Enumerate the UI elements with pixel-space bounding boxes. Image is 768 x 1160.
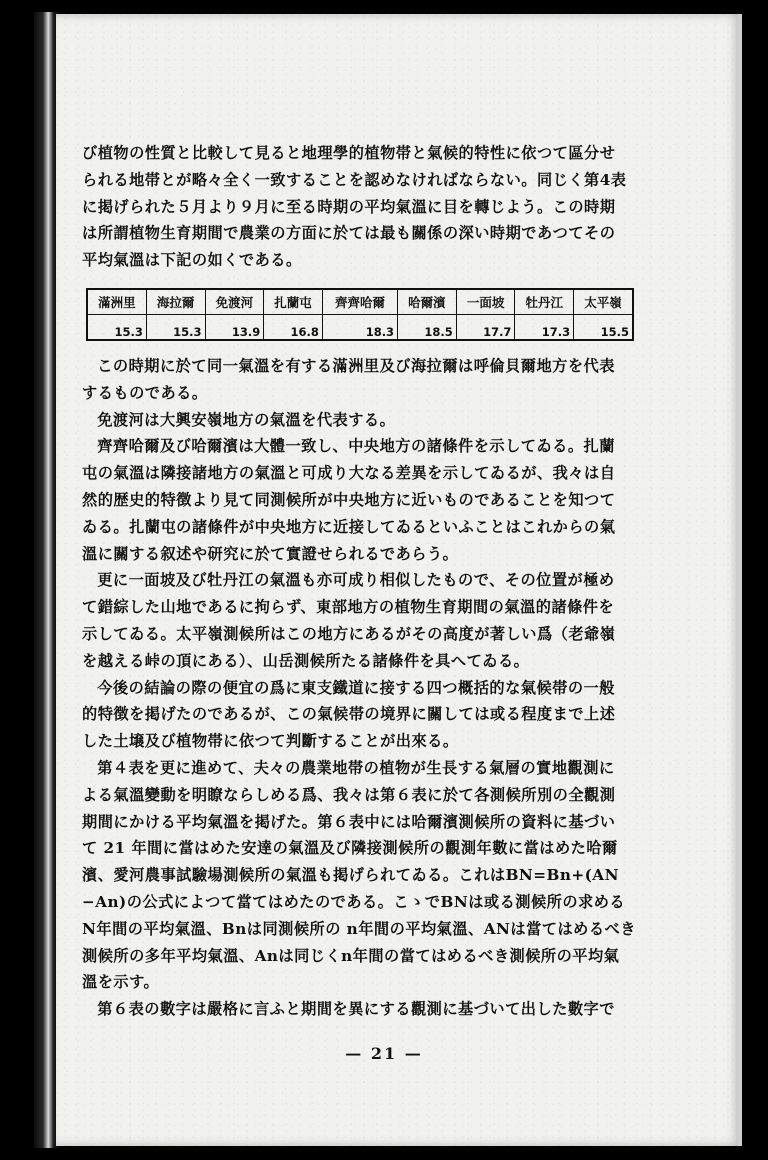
station-header: 免渡河: [205, 289, 264, 315]
station-header: 一面坡: [456, 289, 515, 315]
station-header: 扎蘭屯: [264, 289, 323, 315]
temperature-cell: 18.3: [322, 314, 397, 340]
station-header: 海拉爾: [146, 289, 205, 315]
temperature-cell: 15.3: [146, 314, 205, 340]
station-header: 太平嶺: [574, 289, 633, 315]
body-paragraph: 免渡河は大興安嶺地方の氣溫を代表する。: [97, 410, 396, 429]
temperature-cell: 18.5: [398, 314, 457, 340]
body-paragraph: この時期に於て同一氣溫を有する滿洲里及び海拉爾は呼倫貝爾地方を代表 するものである。: [82, 356, 615, 402]
station-header: 齊齊哈爾: [322, 289, 397, 315]
body-paragraph: 第４表を更に進めて、夫々の農業地帯の植物が生長する氣層の實地觀測に よる氣溫變動を明瞭ならしめる爲、我々は第６表に於て各測候所別の全觀測 期間にかける平均氣溫を掲げた。第６表中には哈爾濱測候所の資料に基づい て 21 年間に當はめた安達の氣溫及び隣接測候所の觀測年數に當はめた哈爾 濱、愛河農事試驗場測候所の氣溫も掲げられてゐる。これはBN=Bn+(AN −An)の公式によつて當てはめたのである。こゝでBNは或る測候所の求める N年間の平均氣溫、Bnは同測候所の n年間の平均氣溫、ANは當てはめるべき 測候所の多年平均氣溫、Anは同じくn年間の當てはめるべき測候所の平均氣 溫を示す。: [82, 758, 636, 992]
intro-paragraph: び植物の性質と比較して見ると地理學的植物帯と氣候的特性に依つて區分せ られる地帯とが略々全く一致することを認めなければならない。同じく第4表 に掲げられた５月より９月に至る時期の平均氣溫に目を轉じよう。この時期 は所謂植物生育期間で農業の方面に於ては最も關係の深い時期であつてその 平均氣溫は下記の如くである。: [82, 144, 627, 270]
body-paragraph: 今後の結論の際の便宜の爲に東支鐵道に接する四つ概括的な氣候帯の一般 的特徴を掲げたのであるが、この氣候帯の境界に關しては或る程度まで上述 した土壌及び植物帯に依つて判斷することが出來る。: [82, 678, 616, 751]
temperature-cell: 17.3: [515, 314, 574, 340]
temperature-table: [86, 288, 634, 341]
page-number: — 21 —: [345, 1044, 423, 1063]
temperature-cell: 16.8: [264, 314, 323, 340]
table-row: [87, 314, 633, 340]
station-header: 牡丹江: [515, 289, 574, 315]
temperature-table-wrapper: [86, 288, 634, 341]
temperature-cell: 15.3: [87, 314, 146, 340]
temperature-cell: 13.9: [205, 314, 264, 340]
table-header-row: [87, 289, 633, 315]
body-paragraph: 齊齊哈爾及び哈爾濱は大體一致し、中央地方の諸條件を示してゐる。扎蘭 屯の氣溫は隣接諸地方の氣溫と可成り大なる差異を示してゐるが、我々は自 然的歴史的特徴より見て同測候所が中央地方に近いものであることを知つて ゐる。扎蘭屯の諸條件が中央地方に近接してゐるといふことはこれからの氣 溫に關する叙述や研究に於て實證せられるであらう。: [82, 437, 616, 563]
body-paragraph: 更に一面坡及び牡丹江の氣溫も亦可成り相似したもので、その位置が極め て錯綜した山地であるに拘らず、東部地方の植物生育期間の氣溫的諸條件を 示してゐる。太平嶺測候所はこの地方にあるがその高度が著しい爲（老爺嶺 を越える峠の頂にある）、山岳測候所たる諸條件を具へてゐる。: [82, 571, 616, 670]
temperature-cell: 15.5: [574, 314, 633, 340]
body-paragraph: 第６表の數字は嚴格に言ふと期間を異にする觀測に基づいて出した數字で: [97, 1000, 615, 1019]
page-content: [82, 140, 642, 1023]
page-edge: [738, 14, 742, 1146]
station-header: 哈爾濱: [398, 289, 457, 315]
temperature-cell: 17.7: [456, 314, 515, 340]
station-header: 滿洲里: [87, 289, 146, 315]
